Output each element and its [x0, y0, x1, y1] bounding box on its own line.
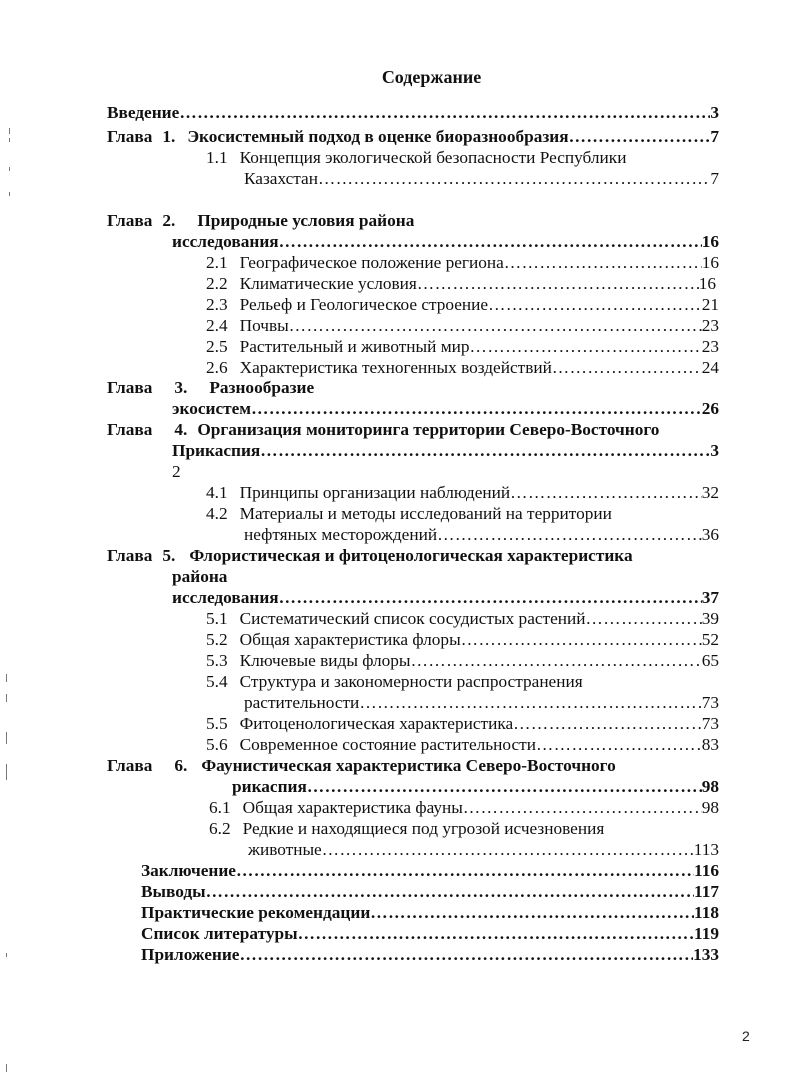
toc-chapter-1: Глава 1. Экосистемный подход в оценке биоразнообразия ……………………………………………………………………………………………………………………………… 7	[107, 127, 719, 147]
toc-chapter-4-cont: Прикаспия ……………………………………………………………………………………………………………………………… 3	[172, 441, 719, 461]
toc-sub-5-5: 5.5 Фитоценологическая характеристика ……………………………………………………………………………………………………………………………… 73	[206, 714, 719, 734]
toc-chapter-3: Глава 3. Разнообразие	[107, 378, 315, 397]
scan-artifact	[9, 167, 10, 171]
page-number: 2	[742, 1028, 750, 1044]
toc-sub-2-2: 2.2 Климатические условия ……………………………………………………………………………………………………………………………… 16	[206, 274, 716, 294]
toc-chapter-6-cont: рикаспия ……………………………………………………………………………………………………………………………… 98	[232, 777, 719, 797]
toc-sub-6-1: 6.1 Общая характеристика фауны ……………………………………………………………………………………………………………………………… 98	[209, 798, 719, 818]
toc-chapter-2-cont: исследования ……………………………………………………………………………………………………………………………… 16	[172, 232, 719, 252]
toc-chapter-5-cont: исследования ……………………………………………………………………………………………………………………………… 37	[172, 588, 719, 608]
toc-entry-recommendations: Практические рекомендации ……………………………………………………………………………………………………………………………… 118	[141, 903, 719, 923]
toc-sub-2-5: 2.5 Растительный и животный мир ……………………………………………………………………………………………………………………………… 23	[206, 337, 719, 357]
toc-sub-5-1: 5.1 Систематический список сосудистых растений ……………………………………………………………………………………………………………………………… 39	[206, 609, 719, 629]
toc-entry-conclusion: Заключение ……………………………………………………………………………………………………………………………… 116	[141, 861, 719, 881]
toc-sub-2-6: 2.6 Характеристика техногенных воздействий ……………………………………………………………………………………………………………………………… 24	[206, 358, 719, 378]
toc-chapter-6: Глава 6. Фаунистическая характеристика Северо-Восточного	[107, 756, 616, 775]
toc-sub-1-1-cont: Казахстан ……………………………………………………………………………………………………………………………… 7	[244, 169, 719, 189]
toc-chapter-4: Глава 4. Организация мониторинга территории Северо-Восточного	[107, 420, 660, 439]
scan-artifact	[6, 953, 7, 957]
toc-sub-5-2: 5.2 Общая характеристика флоры ……………………………………………………………………………………………………………………………… 52	[206, 630, 719, 650]
scan-artifact	[9, 138, 10, 142]
toc-sub-2-3: 2.3 Рельеф и Геологическое строение ……………………………………………………………………………………………………………………………… 21	[206, 295, 719, 315]
scan-artifact	[6, 694, 7, 702]
toc-chapter-2: Глава 2. Природные условия района	[107, 211, 415, 230]
toc-entry-intro: Введение ……………………………………………………………………………………………………………………………… 3	[107, 103, 719, 123]
toc-entry-appendix: Приложение ……………………………………………………………………………………………………………………………… 133	[141, 945, 719, 965]
toc-chapter-5: Глава 5. Флористическая и фитоценологическая характеристика	[107, 546, 633, 565]
scan-artifact	[9, 128, 10, 134]
scan-artifact	[6, 764, 7, 780]
toc-sub-6-2: 6.2 Редкие и находящиеся под угрозой исчезновения	[209, 819, 605, 838]
toc-entry-findings: Выводы ……………………………………………………………………………………………………………………………… 117	[141, 882, 719, 902]
toc-sub-1-1: 1.1 Концепция экологической безопасности Республики	[206, 148, 627, 167]
scan-artifact	[6, 732, 7, 744]
toc-chapter-3-cont: экосистем ……………………………………………………………………………………………………………………………… 26	[172, 399, 719, 419]
toc-sub-6-2-cont: животные ……………………………………………………………………………………………………………………………… 113	[248, 840, 719, 860]
toc-sub-4-1: 4.1 Принципы организации наблюдений ……………………………………………………………………………………………………………………………… 32	[206, 483, 719, 503]
toc-sub-5-3: 5.3 Ключевые виды флоры ……………………………………………………………………………………………………………………………… 65	[206, 651, 719, 671]
toc-chapter-4-page-wrap: 2	[172, 462, 181, 481]
scan-artifact	[6, 674, 7, 682]
toc-sub-4-2-cont: нефтяных месторождений ……………………………………………………………………………………………………………………………… 36	[244, 525, 719, 545]
toc-sub-5-4: 5.4 Структура и закономерности распространения	[206, 672, 583, 691]
toc-chapter-5-cont-line: района	[172, 567, 228, 586]
page-title: Содержание	[381, 67, 482, 87]
toc-sub-5-4-cont: растительности ……………………………………………………………………………………………………………………………… 73	[244, 693, 719, 713]
toc-sub-5-6: 5.6 Современное состояние растительности ……………………………………………………………………………………………………………………………… 83	[206, 735, 719, 755]
toc-entry-references: Список литературы ……………………………………………………………………………………………………………………………… 119	[141, 924, 719, 944]
toc-sub-2-4: 2.4 Почвы ……………………………………………………………………………………………………………………………… 23	[206, 316, 719, 336]
scan-artifact	[6, 1064, 7, 1072]
toc-sub-4-2: 4.2 Материалы и методы исследований на территории	[206, 504, 612, 523]
scan-artifact	[9, 192, 10, 196]
toc-sub-2-1: 2.1 Географическое положение региона ……………………………………………………………………………………………………………………………… 16	[206, 253, 719, 273]
